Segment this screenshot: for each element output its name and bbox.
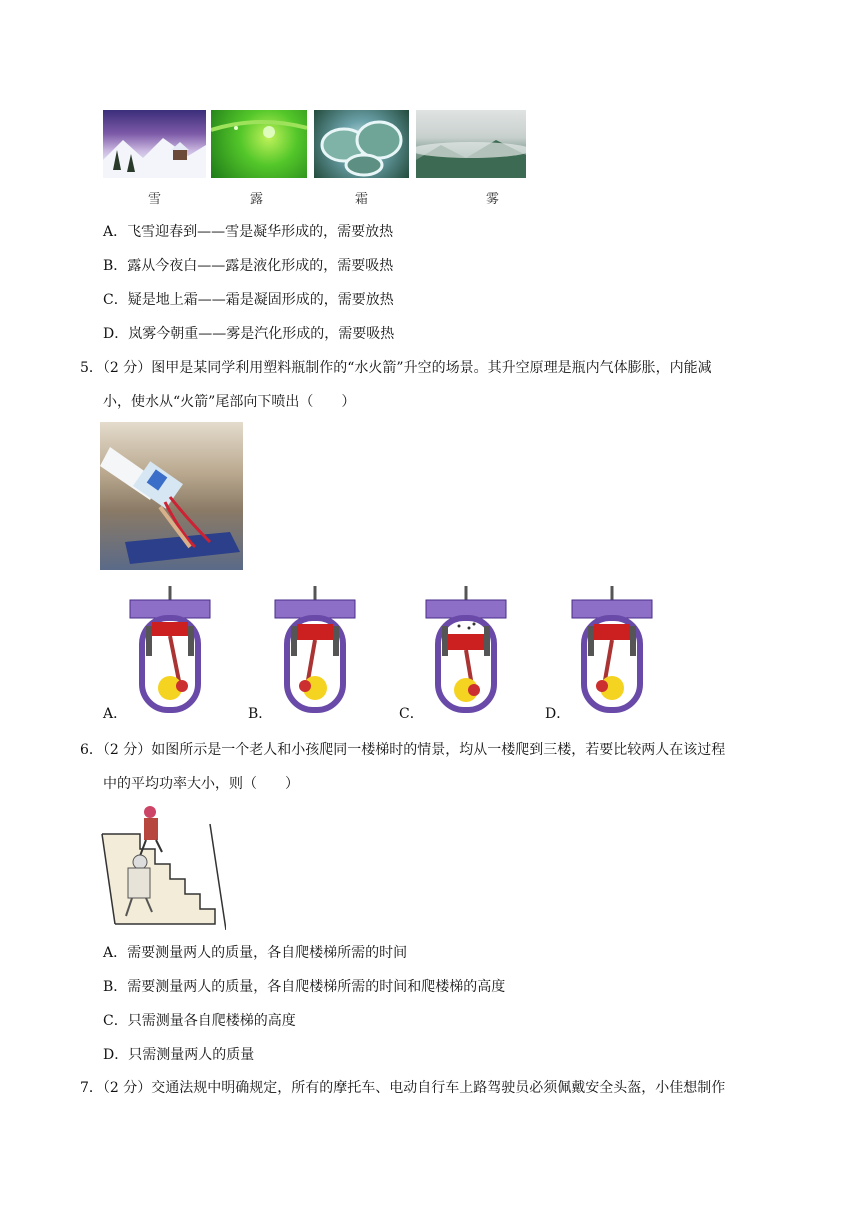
frost-photo: [314, 110, 409, 178]
water-rocket-photo: [100, 422, 243, 570]
q6-stem-line1: 6．（2 分）如图所示是一个老人和小孩爬同一楼梯时的情景，均从一楼爬到三楼，若要比较两人在该过程: [80, 742, 726, 758]
q5-stem-line1: 5．（2 分）图甲是某同学利用塑料瓶制作的“水火箭”升空的场景。其升空原理是瓶内气体膨胀，内能减: [80, 360, 712, 376]
engine-diagram-b: [273, 586, 357, 718]
fog-photo: [416, 110, 526, 178]
caption-frost: 霜: [355, 192, 369, 207]
dew-photo: [211, 110, 307, 178]
engine-label-d: D．: [545, 706, 571, 722]
snow-photo: [103, 110, 206, 178]
q6-stem-line2: 中的平均功率大小，则（ ）: [103, 776, 299, 792]
engine-diagram-d: [570, 586, 654, 718]
engine-label-a: A．: [103, 706, 128, 722]
q4-option-d: D．岚雾今朝重——雾是汽化形成的，需要吸热: [103, 326, 395, 342]
stairs-illustration: [100, 804, 226, 930]
q4-option-c: C．疑是地上霜——霜是凝固形成的，需要放热: [103, 292, 394, 308]
q5-stem-line2: 小，使水从“火箭”尾部向下喷出（ ）: [103, 394, 356, 410]
caption-dew: 露: [250, 192, 264, 207]
q4-option-b: B．露从今夜白——露是液化形成的，需要吸热: [103, 258, 394, 274]
q6-option-b: B．需要测量两人的质量，各自爬楼梯所需的时间和爬楼梯的高度: [103, 979, 506, 995]
q7-stem-line1: 7．（2 分）交通法规中明确规定，所有的摩托车、电动自行车上路驾驶员必须佩戴安全头盔，小佳想制作: [80, 1080, 726, 1096]
engine-label-c: C．: [399, 706, 424, 722]
q6-option-c: C．只需测量各自爬楼梯的高度: [103, 1013, 296, 1029]
caption-fog: 雾: [486, 192, 500, 207]
caption-snow: 雪: [148, 192, 162, 207]
engine-diagram-a: [128, 586, 212, 718]
engine-label-b: B．: [248, 706, 273, 722]
q6-option-a: A．需要测量两人的质量，各自爬楼梯所需的时间: [103, 945, 408, 961]
engine-diagram-c: [424, 586, 508, 718]
q6-option-d: D．只需测量两人的质量: [103, 1047, 255, 1063]
q4-option-a: A．飞雪迎春到——雪是凝华形成的，需要放热: [103, 224, 394, 240]
